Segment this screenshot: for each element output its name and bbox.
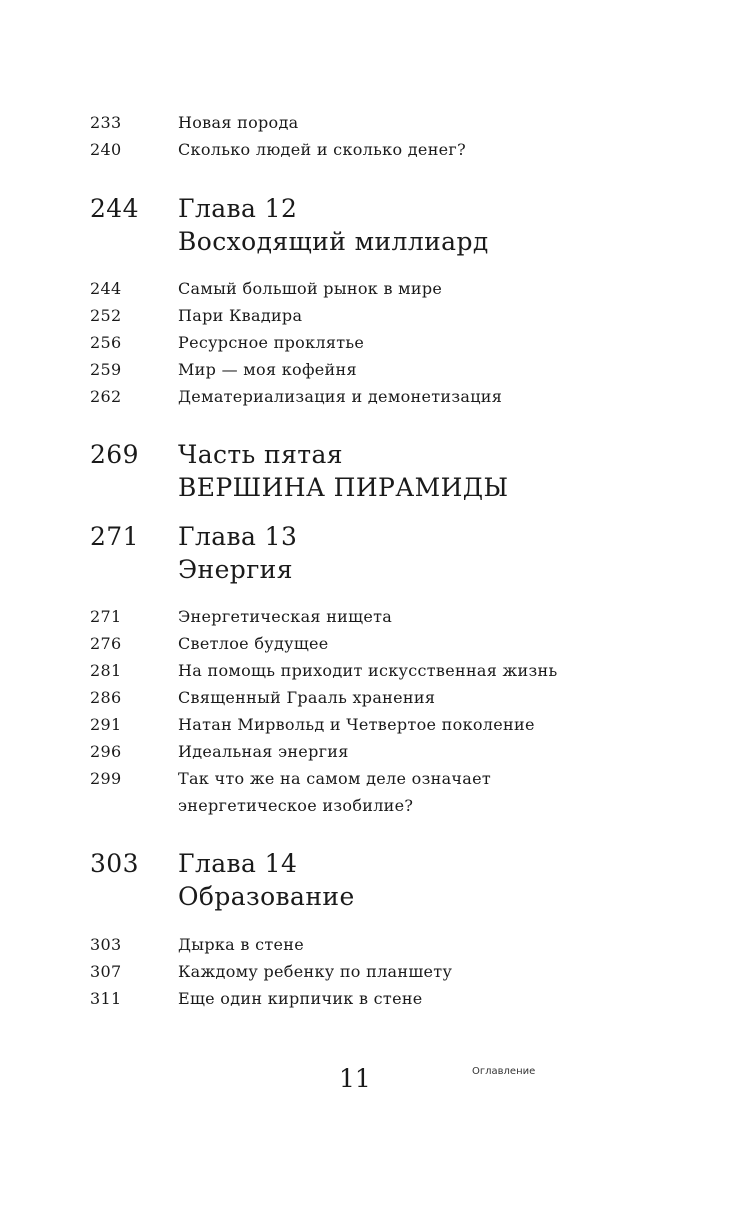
page-number: 296 <box>90 742 122 761</box>
page-number: 307 <box>90 962 122 981</box>
entry-title: Каждому ребенку по планшету <box>178 962 453 981</box>
chapter-label: Глава 13 <box>178 522 298 551</box>
page-number: 256 <box>90 333 122 352</box>
page-folio: 11 <box>339 1064 371 1093</box>
running-head: Оглавление <box>472 1066 536 1077</box>
page-number: 240 <box>90 140 122 159</box>
entry-title: Дематериализация и демонетизация <box>178 387 503 406</box>
page-number: 303 <box>90 935 122 954</box>
entry-title: Новая порода <box>178 113 299 132</box>
entry-title: Натан Мирвольд и Четвертое поколение <box>178 715 535 734</box>
page-number: 244 <box>90 279 122 298</box>
page-number: 299 <box>90 769 122 788</box>
chapter-label: Глава 14 <box>178 849 298 878</box>
part-label: Часть пятая <box>178 440 343 469</box>
page-number: 252 <box>90 306 122 325</box>
page-number: 286 <box>90 688 122 707</box>
entry-title: Самый большой рынок в мире <box>178 279 443 298</box>
entry-title: На помощь приходит искусственная жизнь <box>178 661 558 680</box>
page-number: 244 <box>90 194 139 223</box>
page-number: 262 <box>90 387 122 406</box>
entry-title: Пари Квадира <box>178 306 303 325</box>
page-number: 271 <box>90 522 139 551</box>
entry-title: Ресурсное проклятье <box>178 333 365 352</box>
chapter-title: Образование <box>178 882 355 911</box>
page-number: 276 <box>90 634 122 653</box>
entry-title: Энергетическая нищета <box>178 607 393 626</box>
page-number: 303 <box>90 849 139 878</box>
entry-title: Мир — моя кофейня <box>178 360 357 379</box>
chapter-title: Энергия <box>178 555 293 584</box>
page-number: 311 <box>90 989 122 1008</box>
entry-title: Так что же на самом деле означает <box>178 769 492 788</box>
page-number: 291 <box>90 715 122 734</box>
chapter-label: Глава 12 <box>178 194 298 223</box>
entry-title: Еще один кирпичик в стене <box>178 989 423 1008</box>
entry-title: Священный Грааль хранения <box>178 688 436 707</box>
entry-title: Светлое будущее <box>178 634 329 653</box>
part-title: ВЕРШИНА ПИРАМИДЫ <box>178 473 509 502</box>
page-number: 269 <box>90 440 139 469</box>
page-number: 259 <box>90 360 122 379</box>
page-number: 233 <box>90 113 122 132</box>
entry-title: Дырка в стене <box>178 935 305 954</box>
page-number: 271 <box>90 607 122 626</box>
entry-title: Идеальная энергия <box>178 742 349 761</box>
page-number: 281 <box>90 661 122 680</box>
entry-title: Сколько людей и сколько денег? <box>178 140 466 159</box>
entry-title-continued: энергетическое изобилие? <box>178 796 414 815</box>
chapter-title: Восходящий миллиард <box>178 227 489 256</box>
